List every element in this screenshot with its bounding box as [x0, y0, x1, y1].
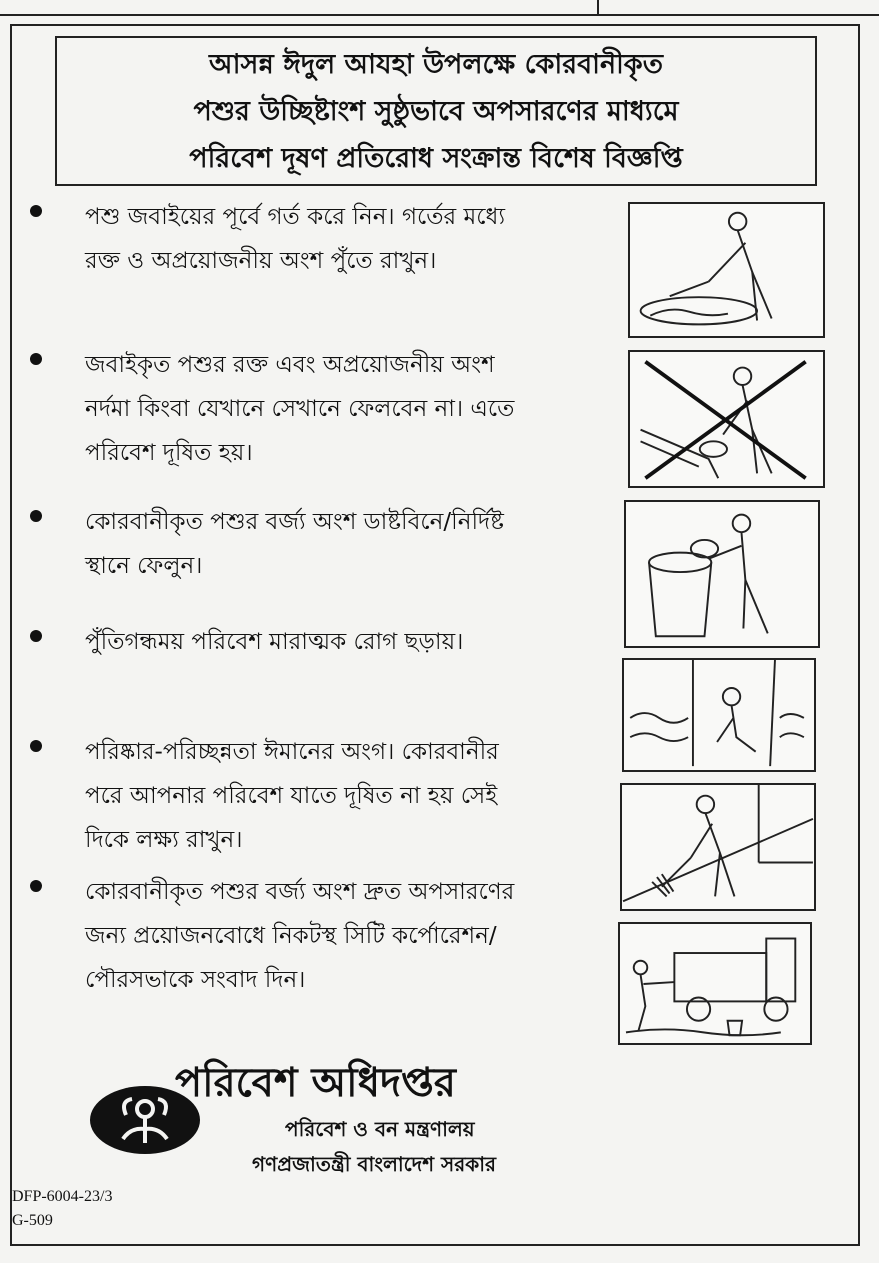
dustbin-icon: [626, 502, 818, 646]
bullet-icon: [30, 740, 42, 752]
serial-code: G-509: [12, 1212, 53, 1229]
notice-item-text: কোরবানীকৃত পশুর বর্জ্য অংশ ডাষ্টবিনে/নির্দিষ্ট স্থানে ফেলুন।: [85, 509, 504, 579]
bullet-icon: [30, 630, 42, 642]
notice-item-text: কোরবানীকৃত পশুর বর্জ্য অংশ দ্রুত অপসারণের জন্য প্রয়োজনবোধে নিকটস্থ সিটি কর্পোরেশন/পৌরসভাকে সংবাদ দিন।: [85, 879, 515, 993]
sweeping-icon: [622, 785, 814, 909]
notice-item: [30, 870, 530, 1002]
bullet-icon: [30, 880, 42, 892]
illustration-dont-dump: [628, 350, 825, 488]
bullet-icon: [30, 205, 42, 217]
notice-item: [30, 343, 530, 475]
illustration-sweeping: [620, 783, 816, 911]
notice-item: [30, 500, 530, 588]
filthy-area-icon: [624, 660, 814, 770]
notice-item: [30, 195, 530, 283]
notice-item: [30, 620, 530, 664]
notice-item: [30, 730, 530, 862]
bullet-icon: [30, 353, 42, 365]
garbage-truck-icon: [620, 924, 810, 1043]
illustration-garbage-truck: [618, 922, 812, 1045]
top-rule: [0, 14, 879, 16]
digging-pit-icon: [630, 204, 823, 336]
title-line-2: পশুর উচ্ছিষ্টাংশ সুষ্ঠুভাবে অপসারণের মাধ্যমে: [193, 95, 679, 127]
prohibited-dumping-icon: [630, 352, 823, 486]
notice-item-text: পশু জবাইয়ের পূর্বে গর্ত করে নিন। গর্তের মধ্যে রক্ত ও অপ্রয়োজনীয় অংশ পুঁতে রাখুন।: [85, 204, 506, 274]
title-line-3: পরিবেশ দূষণ প্রতিরোধ সংক্রান্ত বিশেষ বিজ্ঞপ্তি: [189, 142, 683, 174]
bullet-icon: [30, 510, 42, 522]
department-name: পরিবেশ অধিদপ্তর: [175, 1060, 456, 1106]
title-box: [55, 36, 817, 186]
title-line-1: আসন্ন ঈদুল আযহা উপলক্ষে কোরবানীকৃত: [209, 48, 663, 80]
government-name: গণপ্রজাতন্ত্রী বাংলাদেশ সরকার: [252, 1152, 496, 1176]
illustration-digging-pit: [628, 202, 825, 338]
notice-item-text: জবাইকৃত পশুর রক্ত এবং অপ্রয়োজনীয় অংশ নর্দমা কিংবা যেখানে সেখানে ফেলবেন না। এতে পরিবেশ দূষিত হয়।: [85, 352, 515, 466]
notice-item-text: পরিষ্কার-পরিচ্ছন্নতা ঈমানের অংগ। কোরবানীর পরে আপনার পরিবেশ যাতে দূষিত না হয় সেই দিকে লক্ষ্য রাখুন।: [85, 739, 499, 853]
ministry-name: পরিবেশ ও বন মন্ত্রণালয়: [285, 1117, 475, 1141]
illustration-dustbin: [624, 500, 820, 648]
publication-code: DFP-6004-23/3: [12, 1188, 113, 1205]
top-tick: [597, 0, 599, 14]
notice-item-text: পুঁতিগন্ধময় পরিবেশ মারাত্মক রোগ ছড়ায়।: [85, 629, 464, 655]
illustration-filthy-surroundings: [622, 658, 816, 772]
